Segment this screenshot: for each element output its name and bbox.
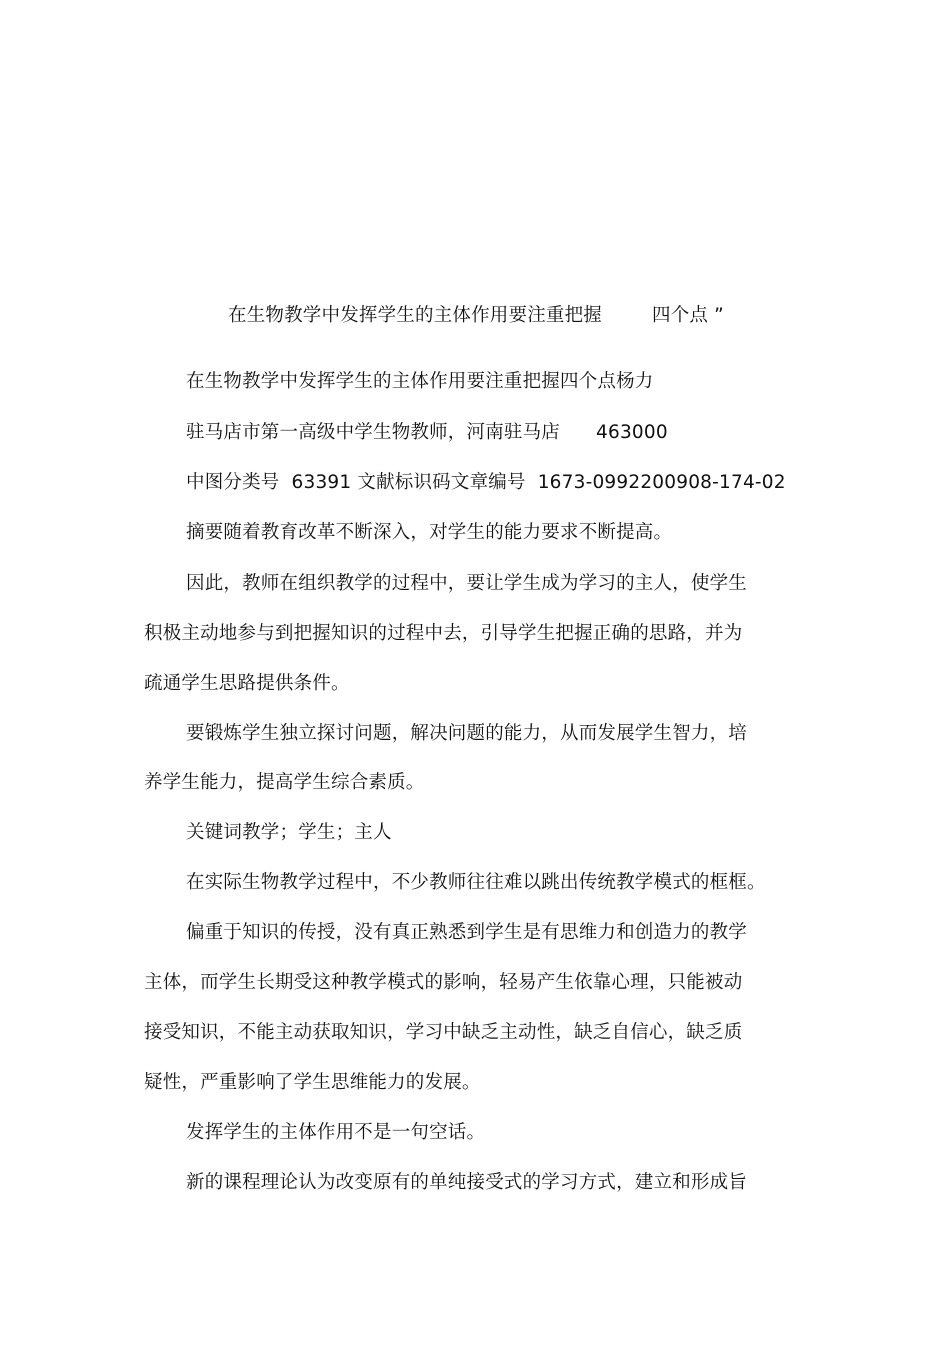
article-number: 1673-0992200908-174-02: [537, 472, 786, 493]
body-line: 积极主动地参与到把握知识的过程中去，引导学生把握正确的思路，并为: [144, 623, 743, 644]
body-line: 主体，而学生长期受这种教学模式的影响，轻易产生依靠心理，只能被动: [144, 972, 743, 993]
body-line: 在实际生物教学过程中，不少教师往往难以跳出传统教学模式的框框。: [186, 872, 766, 893]
doc-id-label: 文献标识码文章编号: [357, 472, 526, 493]
body-line: 养学生能力，提高学生综合素质。: [144, 772, 425, 793]
document-title-tail: 四个点 ”: [652, 305, 724, 326]
body-line: 偏重于知识的传授，没有真正熟悉到学生是有思维力和创造力的教学: [186, 922, 748, 943]
body-line: 疑性，严重影响了学生思维能力的发展。: [144, 1072, 481, 1093]
body-line: 因此，教师在组织教学的过程中，要让学生成为学习的主人，使学生: [186, 573, 748, 594]
classification-line: [186, 471, 786, 495]
subtitle-author: 在生物教学中发挥学生的主体作用要注重把握四个点杨力: [186, 371, 654, 392]
body-line: 新的课程理论认为改变原有的单纯接受式的学习方式，建立和形成旨: [186, 1172, 748, 1193]
keywords-line: 关键词教学；学生；主人: [186, 822, 392, 843]
classification-label: 中图分类号: [186, 472, 280, 493]
body-line: 接受知识，不能主动获取知识，学习中缺乏主动性，缺乏自信心，缺乏质: [144, 1022, 743, 1043]
affiliation-line: [186, 421, 668, 445]
classification-code: 63391: [291, 472, 352, 493]
affiliation: 驻马店市第一高级中学生物教师，河南驻马店: [186, 422, 561, 443]
body-line: 发挥学生的主体作用不是一句空话。: [186, 1122, 486, 1143]
abstract-line: 摘要随着教育改革不断深入，对学生的能力要求不断提高。: [186, 522, 673, 543]
body-line: 要锻炼学生独立探讨问题，解决问题的能力，从而发展学生智力，培: [186, 723, 748, 744]
document-title: 在生物教学中发挥学生的主体作用要注重把握: [228, 305, 603, 326]
body-line: 疏通学生思路提供条件。: [144, 673, 350, 694]
postcode: 463000: [596, 422, 668, 443]
